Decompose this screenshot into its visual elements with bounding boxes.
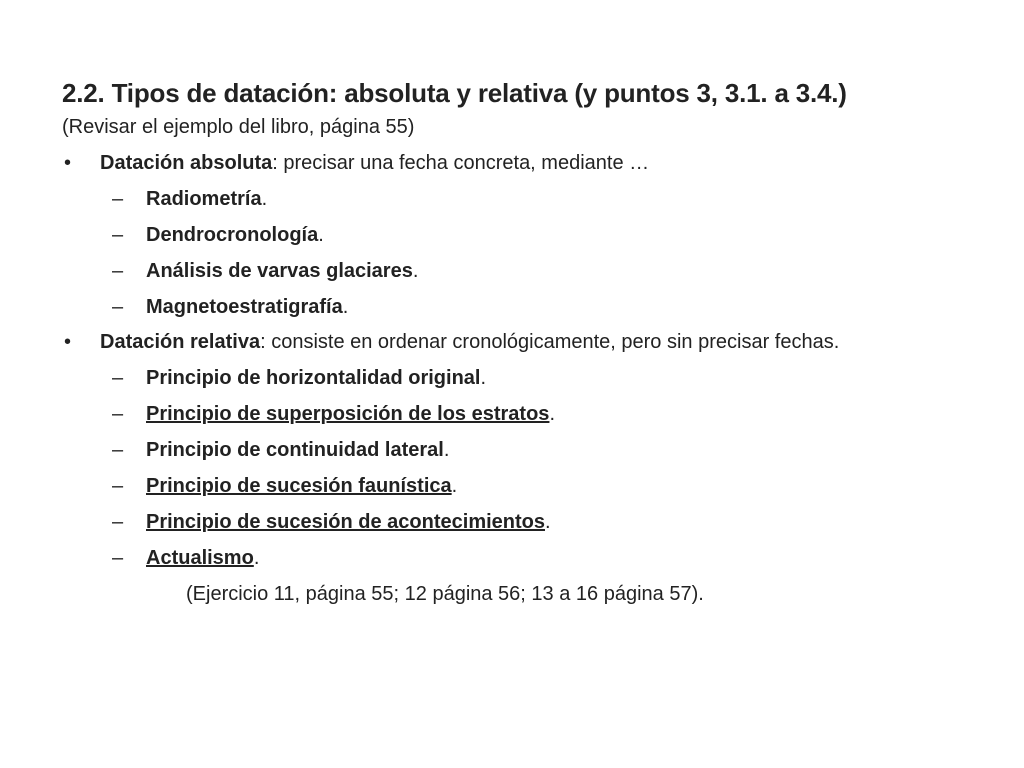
bullet-absolute-dating <box>62 150 992 176</box>
item-suffix: . <box>451 475 458 497</box>
dash-marker: – <box>112 188 124 210</box>
list-item-superposicion-estratos <box>62 401 992 427</box>
list-item-continuidad-lateral <box>62 437 992 463</box>
item-label-underlined: Principio de superposición de los estratos <box>146 403 550 425</box>
slide-content <box>62 76 992 607</box>
exercise-reference: (Ejercicio 11, página 55; 12 página 56; 13 a 16 página 57). <box>186 583 704 605</box>
dash-marker: – <box>112 403 124 425</box>
list-item-sucesion-faunistica <box>62 473 992 499</box>
dash-marker: – <box>112 224 124 246</box>
item-label: Análisis de varvas glaciares <box>146 260 413 282</box>
dash-marker: – <box>112 475 124 497</box>
dash-marker: – <box>112 547 124 569</box>
item-label: Principio de horizontalidad original <box>146 367 481 389</box>
absolute-dating-text: : precisar una fecha concreta, mediante … <box>272 152 650 174</box>
item-suffix: . <box>412 260 419 282</box>
item-suffix: . <box>480 367 487 389</box>
book-reference-note: (Revisar el ejemplo del libro, página 55) <box>62 116 415 138</box>
absolute-dating-term: Datación absoluta <box>100 152 273 174</box>
item-suffix: . <box>545 511 551 533</box>
dash-marker: – <box>112 260 124 282</box>
list-item-radiometria <box>62 186 992 212</box>
item-suffix: . <box>253 547 260 569</box>
list-item-varvas-glaciares <box>62 258 992 284</box>
item-label: Magnetoestratigrafía <box>146 296 343 318</box>
list-item-horizontalidad-original <box>62 365 992 391</box>
bullet-marker: • <box>64 152 72 174</box>
item-label: Radiometría <box>146 188 262 210</box>
list-item-dendrocronologia <box>62 222 992 248</box>
relative-dating-term: Datación relativa <box>100 331 261 353</box>
item-label-underlined: Actualismo <box>146 547 254 569</box>
slide-title: 2.2. Tipos de datación: absoluta y relativa (y puntos 3, 3.1. a 3.4.) <box>62 78 847 108</box>
item-suffix: . <box>342 296 349 318</box>
bullet-marker: • <box>64 331 72 353</box>
item-label: Principio de continuidad lateral <box>146 439 444 461</box>
bullet-relative-dating <box>62 329 992 355</box>
list-item-sucesion-acontecimientos <box>62 509 992 535</box>
relative-dating-text: : consiste en ordenar cronológicamente, pero sin precisar fechas. <box>260 331 840 353</box>
item-label: Dendrocronología <box>146 224 319 246</box>
list-item-magnetoestratigrafia <box>62 294 992 320</box>
item-label-underlined: Principio de sucesión de acontecimientos <box>146 511 545 533</box>
dash-marker: – <box>112 296 124 318</box>
item-suffix: . <box>443 439 450 461</box>
list-item-actualismo <box>62 545 992 571</box>
dash-marker: – <box>112 511 124 533</box>
dash-marker: – <box>112 367 124 389</box>
item-label-underlined: Principio de sucesión faunística <box>146 475 452 497</box>
relative-dating-paragraph <box>100 329 980 355</box>
item-suffix: . <box>318 224 324 246</box>
item-suffix: . <box>261 188 268 210</box>
item-suffix: . <box>549 403 555 425</box>
dash-marker: – <box>112 439 124 461</box>
